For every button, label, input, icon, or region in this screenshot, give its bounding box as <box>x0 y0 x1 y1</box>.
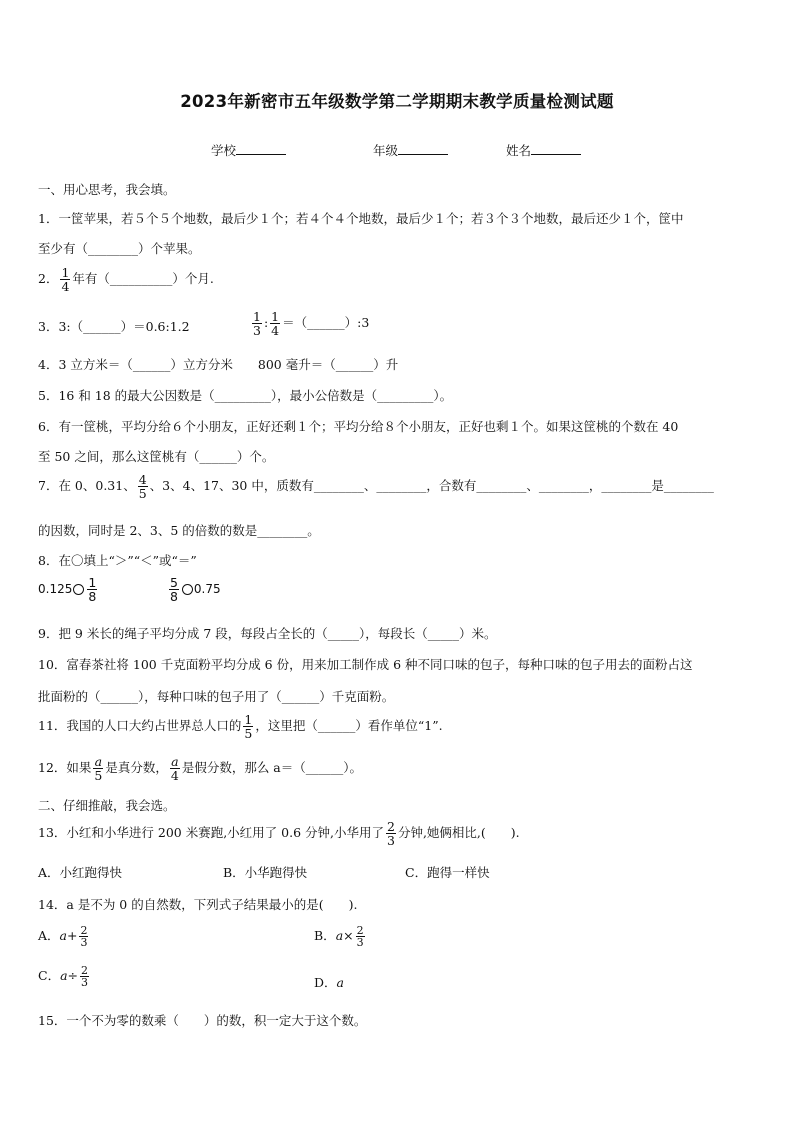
question-10-line-1: 10．富春茶社将 100 千克面粉平均分成 6 份，用来加工制作成 6 种不同口味的包子，每种口味的包子用去的面粉占这 <box>38 657 693 672</box>
question-6-line-1: 6．有一筐桃，平均分给６个小朋友，正好还剩１个；平均分给８个小朋友，正好也剩１个。如果这筐桃的个数在 40 <box>38 419 679 434</box>
question-4: 4．3 立方米＝（______）立方分米 800 毫升＝（______）升 <box>38 357 399 372</box>
compare-circle-2[interactable] <box>182 584 193 595</box>
option-13-b[interactable]: B．小华跑得快 <box>223 865 308 880</box>
fraction-four-fifths: $\frac{4}{5}$ <box>138 472 147 501</box>
question-2-number: 2． <box>38 271 59 286</box>
option-14-b[interactable]: B．a× $\frac{2}{3}$ <box>314 924 364 949</box>
value-075: 0.75 <box>193 582 221 596</box>
fraction-a-over-5: $\frac{a}{5}$ <box>94 754 103 783</box>
question-6-line-2: 至 50 之间，那么这筐桃有（______）个。 <box>38 449 275 464</box>
question-3-part-b: $\frac{1}{3}$ : $\frac{1}{4}$ ＝（______）:3 <box>253 309 370 338</box>
question-1-line-1: 1．一筐苹果，若５个５个地数，最后少１个；若４个４个地数，最后少１个；若３个３个地数，最后还少１个，筐中 <box>38 211 684 226</box>
question-1-line-2: 至少有（________）个苹果。 <box>38 241 201 256</box>
fraction-two-thirds-a: $\frac{2}{3}$ <box>80 924 88 949</box>
fraction-one-quarter-b: $\frac{1}{4}$ <box>271 309 280 338</box>
school-label: 学校 <box>211 143 237 158</box>
fraction-one-eighth: $\frac{1}{8}$ <box>88 575 97 604</box>
fraction-two-thirds-c: $\frac{2}{3}$ <box>81 964 89 989</box>
question-12-start: 12．如果 <box>38 760 92 775</box>
fraction-five-eighths: $\frac{5}{8}$ <box>169 575 178 604</box>
question-15: 15．一个不为零的数乘（ ）的数，积一定大于这个数。 <box>38 1013 367 1028</box>
question-8-comparisons <box>38 576 221 603</box>
section-1-heading: 一、用心思考，我会填。 <box>38 182 176 197</box>
school-field <box>211 141 286 159</box>
option-14-d[interactable]: D．a <box>314 975 344 990</box>
name-field <box>506 141 581 159</box>
question-8-line-1: 8．在〇填上“＞”“＜”或“＝” <box>38 553 197 568</box>
compare-circle-1[interactable] <box>73 584 84 595</box>
question-11 <box>38 713 443 740</box>
option-14-c[interactable]: C．a÷ $\frac{2}{3}$ <box>38 964 89 989</box>
fraction-one-quarter: $\frac{1}{4}$ <box>61 265 70 294</box>
question-10-line-2: 批面粉的（______），每种口味的包子用了（______）千克面粉。 <box>38 689 395 704</box>
question-12 <box>38 755 362 782</box>
section-2-heading: 二、仔细推敲，我会选。 <box>38 798 176 813</box>
question-13 <box>38 820 520 847</box>
fraction-two-thirds: $\frac{2}{3}$ <box>387 819 395 848</box>
value-0125: 0.125 <box>38 582 73 596</box>
question-14-stem: 14．a 是不为 0 的自然数，下列式子结果最小的是( ). <box>38 897 358 912</box>
option-13-c[interactable]: C．跑得一样快 <box>405 865 490 880</box>
name-blank[interactable] <box>531 142 581 155</box>
option-14-a[interactable]: A．a+ $\frac{2}{3}$ <box>38 924 88 949</box>
question-13-start: 13．小红和小华进行 200 米赛跑,小红用了 0.6 分钟,小华用了 <box>38 825 384 840</box>
question-2-text: 年有（__________）个月. <box>72 271 214 286</box>
name-label: 姓名 <box>506 143 532 158</box>
question-5: 5．16 和 18 的最大公因数是（_________），最小公倍数是（_________）。 <box>38 388 453 403</box>
question-3-part-a: 3．3:（______）＝0.6:1.2 <box>38 319 190 334</box>
question-7-line-2: 的因数，同时是 2、3、5 的倍数的数是________。 <box>38 523 320 538</box>
page-title: 2023年新密市五年级数学第二学期期末教学质量检测试题 <box>180 92 614 111</box>
question-7-start: 7．在 0、0.31、 <box>38 478 136 493</box>
question-11-rest: ，这里把（______）看作单位“1”. <box>255 718 443 733</box>
question-2 <box>38 266 214 293</box>
grade-blank[interactable] <box>398 142 448 155</box>
fraction-two-thirds-b: $\frac{2}{3}$ <box>356 924 364 949</box>
question-7 <box>38 473 714 500</box>
question-11-start: 11．我国的人口大约占世界总人口的 <box>38 718 242 733</box>
school-blank[interactable] <box>236 142 286 155</box>
option-13-a[interactable]: A．小红跑得快 <box>38 865 123 880</box>
question-13-rest: 分钟,她俩相比,( ). <box>397 825 520 840</box>
question-12-mid: 是真分数， <box>105 760 168 775</box>
fraction-one-fifth: $\frac{1}{5}$ <box>244 712 253 741</box>
question-12-rest: 是假分数，那么 a＝（______）。 <box>181 760 363 775</box>
question-7-rest: 、3、4、17、30 中，质数有________、________，合数有________、________，________是________ <box>149 478 714 493</box>
grade-label: 年级 <box>373 143 399 158</box>
fraction-a-over-4: $\frac{a}{4}$ <box>170 754 179 783</box>
grade-field <box>373 141 448 159</box>
question-9: 9．把 9 米长的绳子平均分成 7 段，每段占全长的（_____），每段长（_____）米。 <box>38 626 497 641</box>
fraction-one-third: $\frac{1}{3}$ <box>253 309 261 338</box>
